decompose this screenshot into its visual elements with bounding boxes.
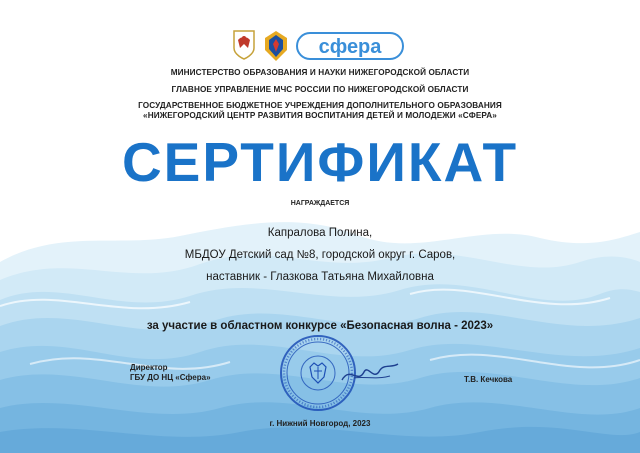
signatory-role-line2: ГБУ ДО НЦ «Сфера» (130, 373, 211, 382)
header-center: «НИЖЕГОРОДСКИЙ ЦЕНТР РАЗВИТИЯ ВОСПИТАНИЯ ДЕТЕЙ И МОЛОДЕЖИ «СФЕРА» (143, 111, 497, 120)
header-institution: ГОСУДАРСТВЕННОЕ БЮДЖЕТНОЕ УЧРЕЖДЕНИЯ ДОПОЛНИТЕЛЬНОГО ОБРАЗОВАНИЯ (138, 101, 502, 110)
participation-text: за участие в областном конкурсе «Безопасная волна - 2023» (146, 320, 494, 332)
recipient-mentor: наставник - Глазкова Татьяна Михайловна (206, 271, 434, 283)
svg-text:сфера: сфера (318, 36, 382, 58)
header-ministry: МИНИСТЕРСТВО ОБРАЗОВАНИЯ И НАУКИ НИЖЕГОРОДСКОЙ ОБЛАСТИ (170, 68, 470, 77)
signatory-name: Т.В. Кечкова (464, 375, 513, 384)
handwritten-signature-icon (340, 358, 400, 388)
awarded-label: НАГРАЖДАЕТСЯ (290, 200, 350, 207)
region-coat-of-arms-icon (233, 30, 255, 60)
header-mchs: ГЛАВНОЕ УПРАВЛЕНИЕ МЧС РОССИИ ПО НИЖЕГОРОДСКОЙ ОБЛАСТИ (171, 85, 469, 94)
place-and-year: г. Нижний Новгород, 2023 (269, 419, 371, 428)
signatory-role-line1: Директор (130, 363, 168, 372)
mchs-emblem-icon (263, 30, 289, 62)
certificate-title: СЕРТИФИКАТ (121, 131, 519, 193)
recipient-organization: МБДОУ Детский сад №8, городской округ г. Саров, (184, 249, 456, 261)
recipient-name: Капралова Полина, (267, 227, 373, 239)
sfera-logo (296, 30, 406, 62)
logos-row (0, 30, 640, 64)
signatory-role (130, 363, 211, 383)
